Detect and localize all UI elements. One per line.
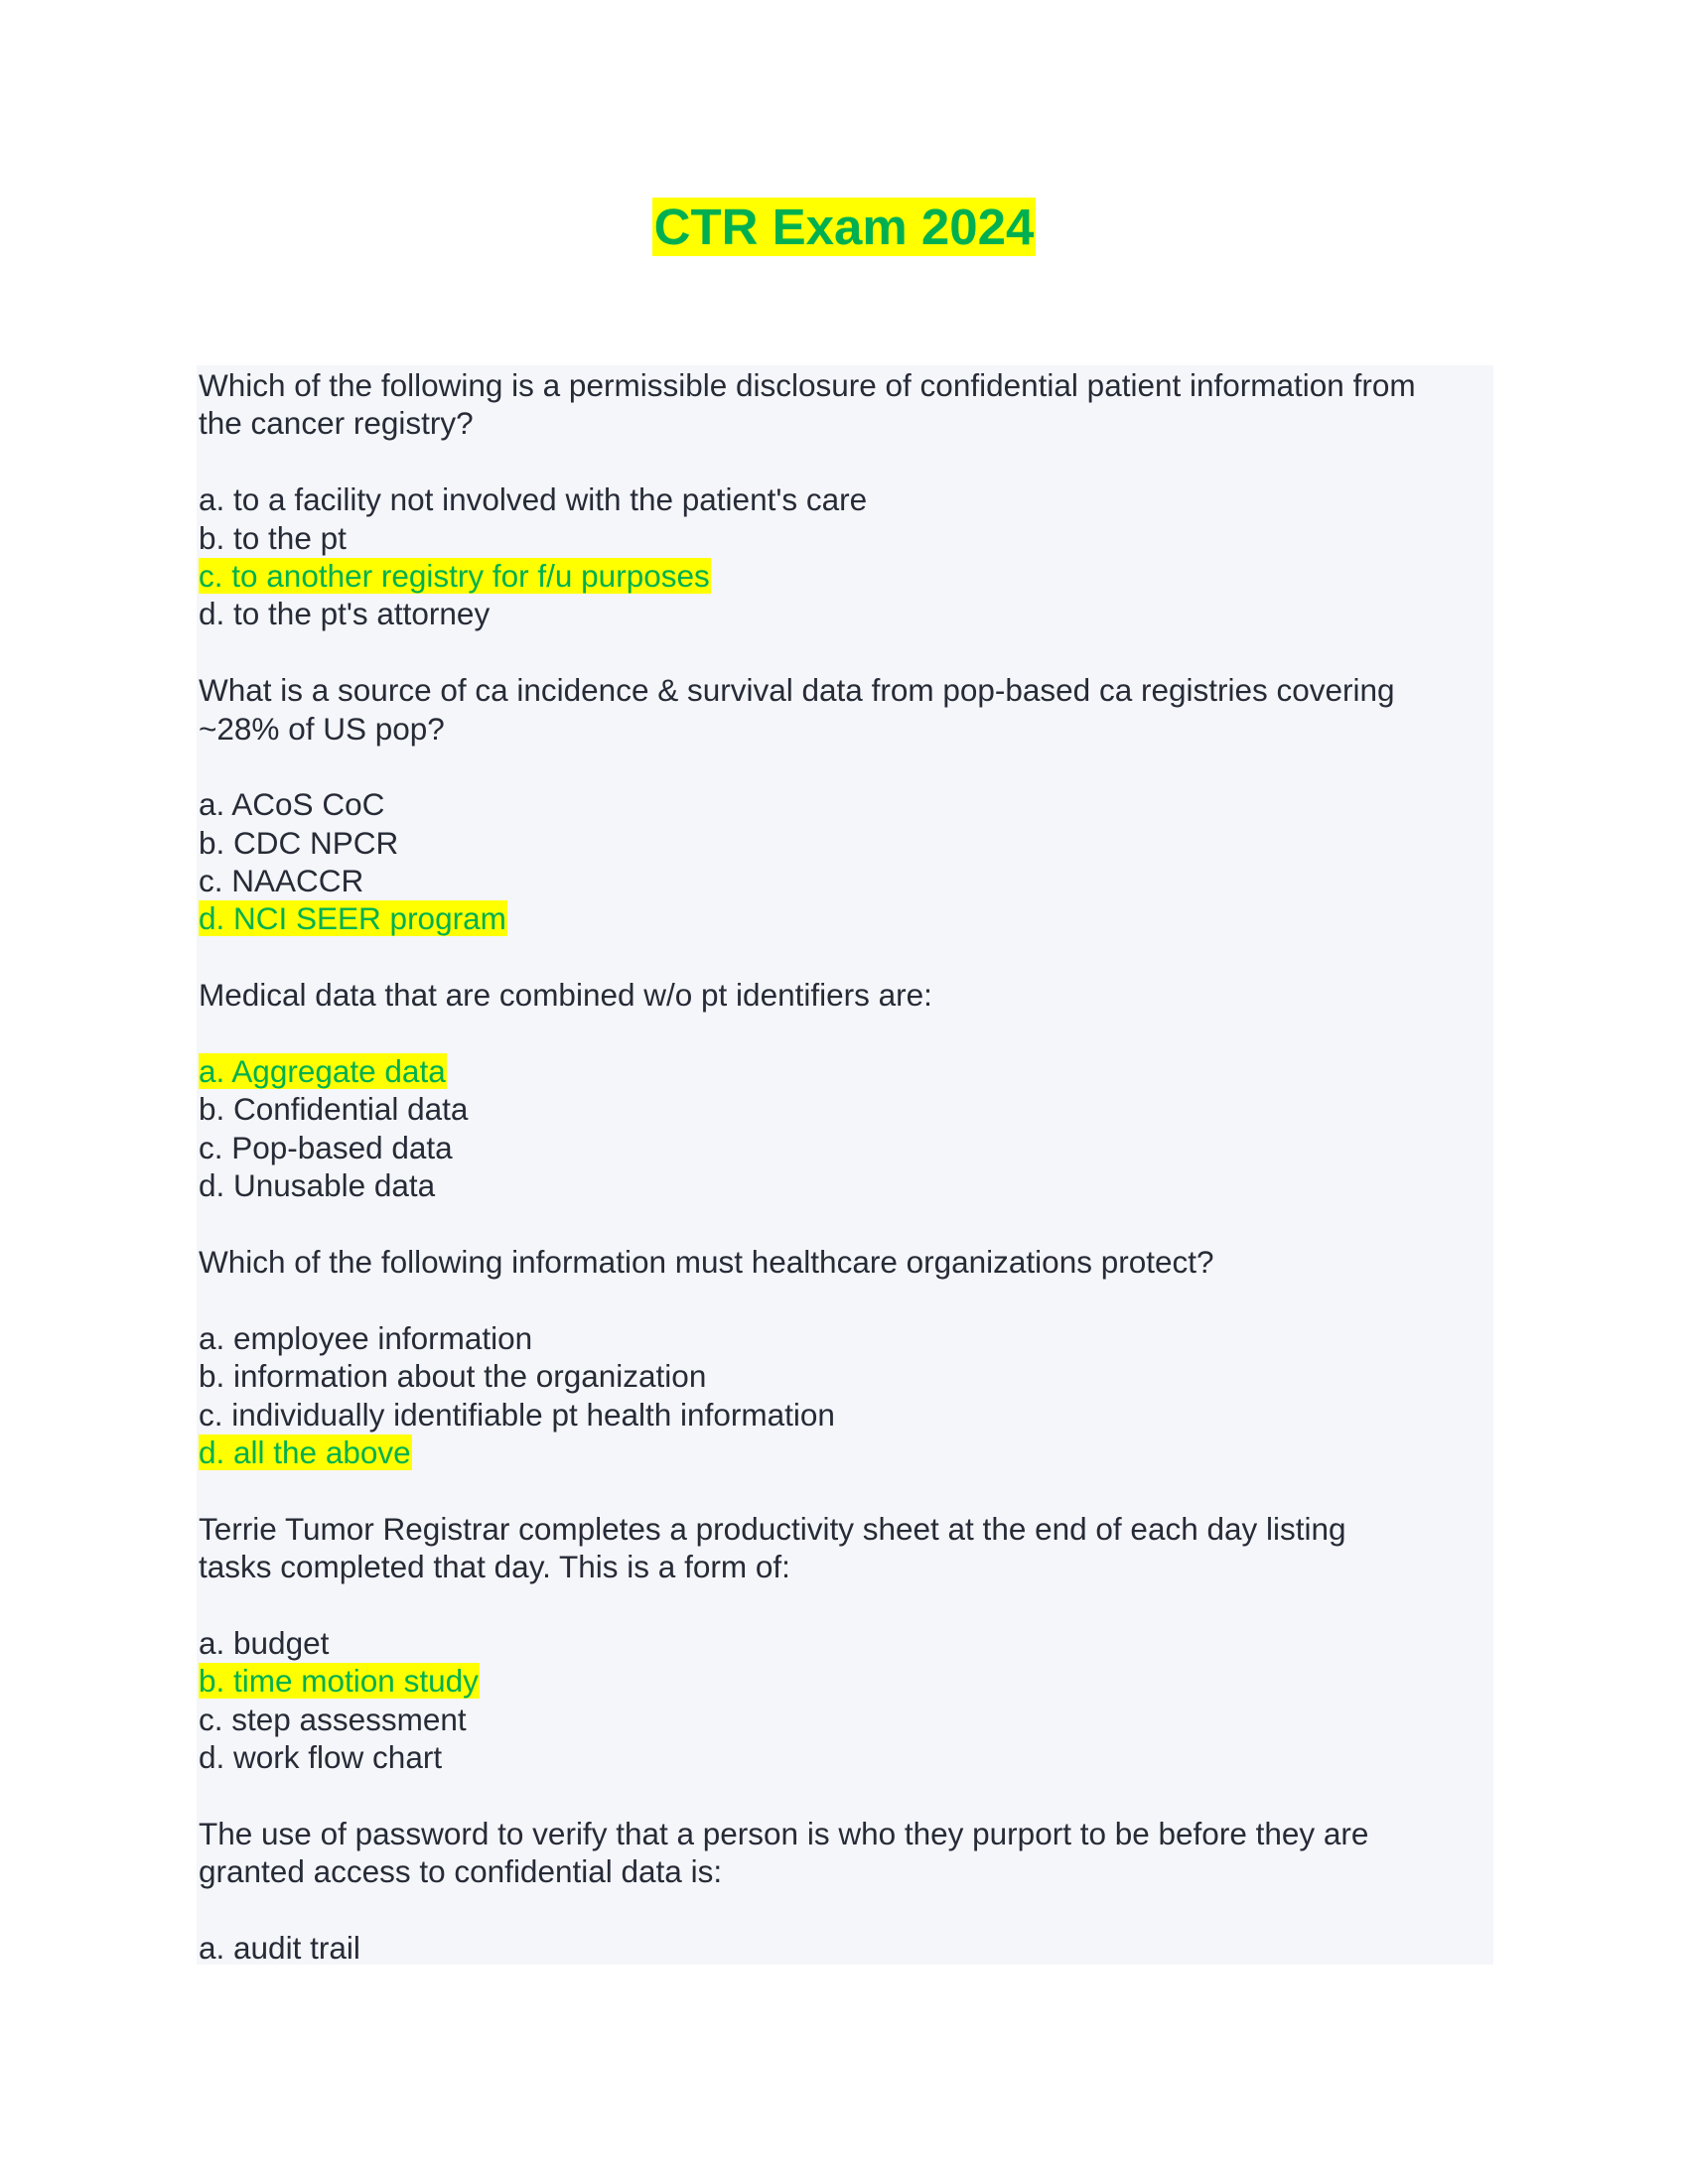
question-text: Which of the following information must healthcare organizations protect?	[199, 1243, 1214, 1280]
option-b-correct	[199, 1662, 1489, 1700]
spacer	[199, 1281, 1489, 1318]
correct-answer-highlight: b. time motion study	[199, 1663, 479, 1700]
option-a: a. employee information	[199, 1319, 533, 1356]
question-block	[199, 1243, 1489, 1510]
option-a: a. budget	[199, 1624, 330, 1661]
question-block	[199, 366, 1489, 671]
spacer	[199, 633, 1489, 671]
option-d: d. to the pt's attorney	[199, 596, 491, 632]
correct-answer-highlight: c. to another registry for f/u purposes	[199, 557, 710, 594]
option-c: c. step assessment	[199, 1701, 467, 1737]
option-c: c. individually identifiable pt health information	[199, 1396, 835, 1433]
question-text: What is a source of ca incidence & survival data from pop-based ca registries covering	[199, 672, 1395, 709]
option-a: a. to a facility not involved with the patient's care	[199, 481, 868, 518]
option-c-correct	[199, 557, 1489, 595]
correct-answer-highlight: d. NCI SEER program	[199, 900, 506, 937]
spacer	[199, 443, 1489, 480]
question-block	[199, 976, 1489, 1243]
question-list	[199, 366, 1489, 1967]
option-b: b. to the pt	[199, 519, 347, 556]
title-container	[0, 198, 1688, 256]
question-text: ~28% of US pop?	[199, 710, 445, 747]
question-text: the cancer registry?	[199, 405, 474, 442]
option-b: b. information about the organization	[199, 1358, 707, 1395]
option-d-correct	[199, 1433, 1489, 1471]
question-block	[199, 1510, 1489, 1815]
question-text: Terrie Tumor Registrar completes a productivity sheet at the end of each day listing	[199, 1510, 1346, 1547]
spacer	[199, 938, 1489, 976]
spacer	[199, 1891, 1489, 1929]
spacer	[199, 1586, 1489, 1624]
correct-answer-highlight: a. Aggregate data	[199, 1053, 446, 1090]
question-block	[199, 1815, 1489, 1968]
option-d: d. Unusable data	[199, 1167, 436, 1204]
question-text: The use of password to verify that a person is who they purport to be before they are	[199, 1815, 1369, 1851]
option-c: c. Pop-based data	[199, 1129, 453, 1165]
option-a: a. ACoS CoC	[199, 786, 385, 823]
option-a-correct	[199, 1052, 1489, 1090]
question-text: granted access to confidential data is:	[199, 1853, 723, 1890]
spacer	[199, 1776, 1489, 1814]
option-a: a. audit trail	[199, 1930, 360, 1967]
option-c: c. NAACCR	[199, 863, 364, 899]
spacer	[199, 1205, 1489, 1243]
question-text: Medical data that are combined w/o pt identifiers are:	[199, 977, 932, 1014]
option-b: b. Confidential data	[199, 1091, 469, 1128]
option-d: d. work flow chart	[199, 1739, 443, 1776]
option-d-correct	[199, 899, 1489, 937]
spacer	[199, 748, 1489, 785]
question-text: tasks completed that day. This is a form of:	[199, 1549, 790, 1585]
spacer	[199, 1471, 1489, 1509]
option-b: b. CDC NPCR	[199, 824, 399, 861]
spacer	[199, 1015, 1489, 1052]
question-text: Which of the following is a permissible disclosure of confidential patient information from	[199, 367, 1416, 403]
document-title: CTR Exam 2024	[653, 199, 1035, 255]
question-block	[199, 671, 1489, 976]
correct-answer-highlight: d. all the above	[199, 1433, 411, 1470]
